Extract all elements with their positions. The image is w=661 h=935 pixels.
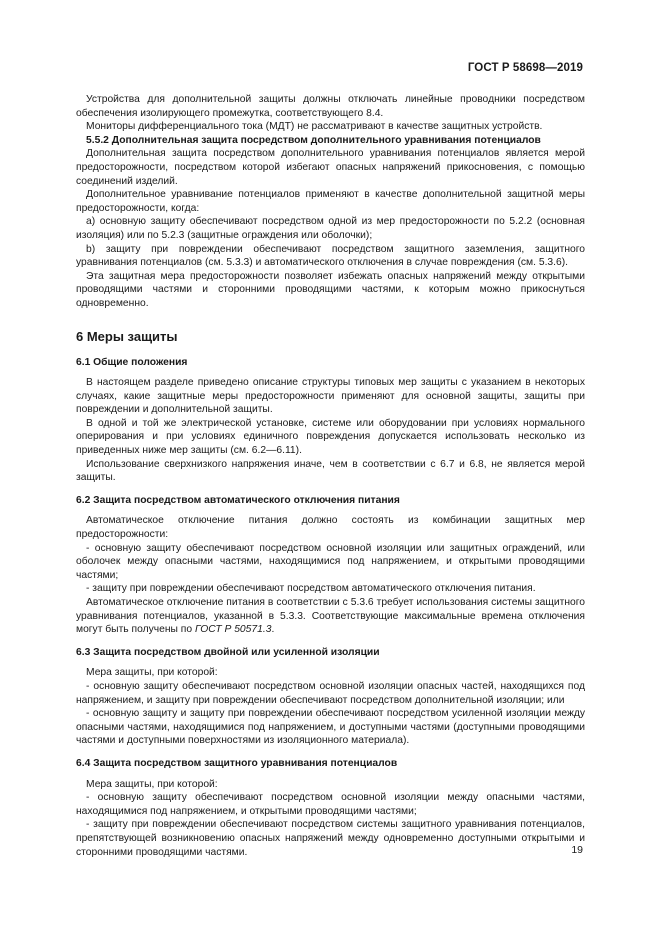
subsection-heading-6-4: 6.4 Защита посредством защитного уравнивания потенциалов: [76, 757, 398, 769]
list-item: a) основную защиту обеспечивают посредством одной из мер предосторожности по 5.2.2 (основная изоляция) или по 5.2.3 (защитные ограждения или оболочки);: [76, 216, 585, 241]
document-header: ГОСТ Р 58698—2019: [467, 62, 583, 74]
paragraph: Эта защитная мера предосторожности позволяет избежать опасных напряжений между открытыми проводящими частями и сторонними проводящими частями, к которым можно прикоснуться одновременно.: [76, 270, 585, 309]
subsection-heading-6-1: 6.1 Общие положения: [76, 356, 188, 368]
list-item: - основную защиту и защиту при повреждении обеспечивают посредством усиленной изоляции между опасными частями, находящимися под напряжением, и доступными частями (доступными проводящими частями и доступными поверхностями из изоляционного материала).: [76, 708, 585, 747]
section-heading-6: 6 Меры защиты: [76, 328, 178, 344]
paragraph: [76, 596, 585, 637]
list-item: - основную защиту обеспечивают посредством основной изоляции или защитных ограждений, или оболочек между опасными частями, находящимися под напряжением, и открытыми проводящими частями;: [76, 542, 585, 581]
paragraph: Мониторы дифференциального тока (МДТ) не рассматривают в качестве защитных устройств.: [86, 121, 543, 133]
page-content: [76, 93, 585, 859]
paragraph: Автоматическое отключение питания должно состоять из комбинации защитных мер предосторожности:: [76, 515, 585, 541]
paragraph: Дополнительное уравнивание потенциалов применяют в качестве дополнительной защитной меры предосторожности, когда:: [76, 189, 585, 214]
list-item: - основную защиту обеспечивают посредством основной изоляции между опасными частями, находящимися под напряжением, и открытыми проводящими частями;: [76, 792, 585, 817]
page-number: 19: [571, 844, 583, 856]
list-item: - основную защиту обеспечивают посредством основной изоляции опасных частей, находящихся под напряжением, и защиту при повреждении обеспечивают посредством дополнительной изоляции; или: [76, 680, 585, 706]
list-item: b) защиту при повреждении обеспечивают посредством защитного заземления, защитного уравнивания потенциалов (см. 5.3.3) и автоматического отключения в случае повреждения (см. 5.3.6).: [76, 243, 585, 269]
paragraph: Дополнительная защита посредством дополнительного уравнивания потенциалов является мерой предосторожности, посредством которой избегают опасных напряжений прикосновения, с помощью соединений изделий.: [76, 148, 585, 187]
subsection-heading-5-5-2: 5.5.2 Дополнительная защита посредством дополнительного уравнивания потенциалов: [86, 134, 541, 146]
paragraph: Мера защиты, при которой:: [86, 778, 218, 790]
paragraph-end: .: [271, 624, 275, 636]
subsection-heading-6-3: 6.3 Защита посредством двойной или усиленной изоляции: [76, 646, 380, 658]
paragraph-text: Автоматическое отключение питания в соответствии с 5.3.6 требует использования системы защитного уравнивания потенциалов, указанной в 5.3.3. Соответствующие максимальные времена отключения могут быть получены по: [76, 597, 585, 636]
paragraph: В настоящем разделе приведено описание структуры типовых мер защиты с указанием в некоторых случаях, какие защитные меры предосторожности применяют для основной защиты, защиты при повреждении и дополнительной защиты.: [76, 377, 585, 416]
list-item: - защиту при повреждении обеспечивают посредством системы защитного уравнивания потенциалов, препятствующей возникновению опасных напряжений между одновременно доступными открытыми и сторонними проводящими частями.: [76, 819, 585, 858]
list-item: - защиту при повреждении обеспечивают посредством автоматического отключения питания.: [86, 583, 536, 595]
paragraph: Мера защиты, при которой:: [86, 667, 218, 679]
subsection-heading-6-2: 6.2 Защита посредством автоматического отключения питания: [76, 494, 400, 506]
paragraph: В одной и той же электрической установке, системе или оборудовании при условиях нормального оперирования и при условиях единичного повреждения допускается использовать несколько из приведенных ниже мер защиты (см. 6.2—6.11).: [76, 417, 585, 457]
standard-reference-link: ГОСТ Р 50571.3: [194, 624, 272, 636]
paragraph: Использование сверхнизкого напряжения иначе, чем в соответствии с 6.7 и 6.8, не является мерой защиты.: [76, 458, 585, 484]
paragraph: Устройства для дополнительной защиты должны отключать линейные проводники посредством обеспечения изолирующего промежутка, соответствующего 8.4.: [76, 94, 585, 119]
